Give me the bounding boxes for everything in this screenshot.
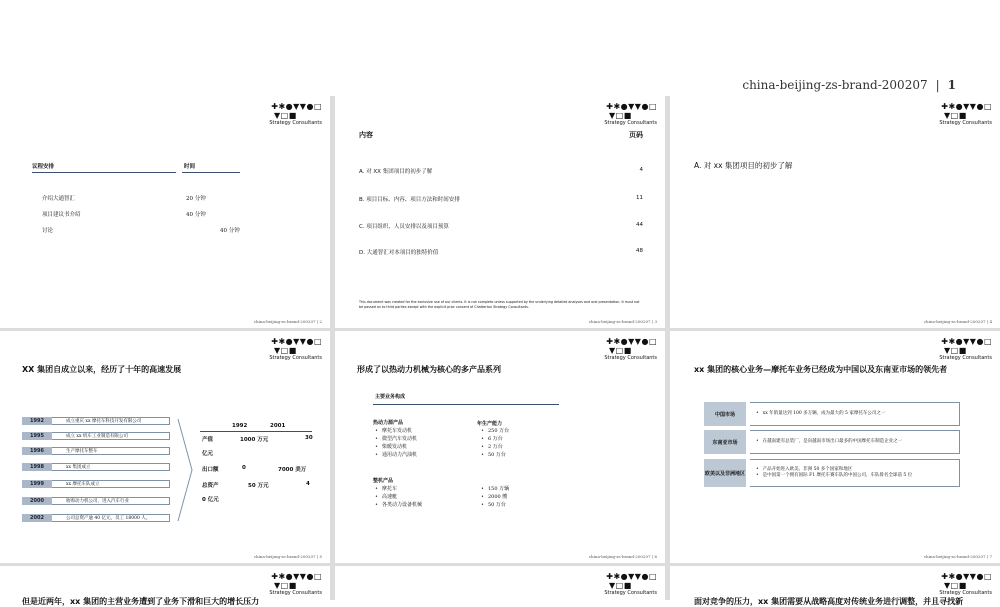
slide-timeline[interactable] [0, 331, 330, 563]
slide-footer: china-beijing-zs-brand-200207 | 3 [588, 319, 657, 324]
stats-label: 产值 [202, 437, 214, 443]
company-logo: ✚✱●▼▼●□ ▼□■ Strategy Consultants [269, 102, 322, 126]
stats-value: 7000 美万 [278, 467, 307, 473]
timeline-desc: 成立 xx 机车工业制造有限公司 [52, 432, 170, 440]
stats-value: 50 万元 [248, 483, 269, 489]
slide-markets[interactable] [670, 331, 1000, 563]
stats-value: 1000 万元 [240, 437, 269, 443]
product-list: • 摩托车发动机 • 微型汽车发动机 • 柴暖发动机 • 通用动力汽油机 [375, 427, 417, 459]
toc-item[interactable]: A. 对 XX 集团项目的初步了解 [359, 169, 433, 175]
company-logo: ✚✱●▼▼●□ ▼□■ Strategy Consultants [939, 572, 992, 596]
toc-page: 44 [636, 222, 643, 228]
stats-label: 总资产 [202, 483, 219, 489]
slide-blank[interactable] [335, 566, 665, 600]
timeline-desc: 收购动力机公司，进入汽车行业 [52, 497, 170, 505]
timeline-year: 1995 [22, 432, 52, 440]
product-col-header: 热动力源产品 [373, 420, 404, 426]
company-logo: ✚✱●▼▼●□ ▼□■ Strategy Consultants [939, 102, 992, 126]
timeline-desc: 公司总资产逾 40 亿元，员工 18000 人。 [52, 514, 170, 522]
market-text: • 产品开始进入欧美、非洲 50 多个国家和地区 • 是中国第一个拥有国际 F1 摩托车赛车队的中国公司，车队排名全球前 5 位 [750, 459, 960, 487]
time-col-header: 时间 [184, 164, 196, 170]
company-logo: ✚✱●▼▼●□ ▼□■ Strategy Consultants [269, 572, 322, 596]
timeline-year: 2002 [22, 514, 52, 522]
market-label: 欧美以及非洲地区 [704, 459, 746, 487]
slide-footer: china-beijing-zs-brand-200207 | 5 [253, 554, 322, 559]
slide-footer: china-beijing-zs-brand-200207 | 7 [923, 554, 992, 559]
capacity-list: • 150 万辆 • 2000 艘 • 50 万台 [481, 485, 509, 509]
group-title: 整机产品 [373, 478, 394, 484]
document-header [0, 0, 1000, 96]
agenda-item: 项目建议书介绍 [42, 212, 81, 218]
stats-label: 0 亿元 [202, 497, 219, 503]
section-heading: A. 对 xx 集团项目的初步了解 [694, 161, 793, 170]
slide-footer: china-beijing-zs-brand-200207 | 6 [588, 554, 657, 559]
slide-products[interactable] [335, 331, 665, 563]
slide-title: XX 集团自成立以来，经历了十年的高速发展 [22, 365, 182, 374]
slide-title: 但是近两年，xx 集团的主营业务遭到了业务下滑和巨大的增长压力 [22, 597, 260, 606]
company-logo: ✚✱●▼▼●□ ▼□■ Strategy Consultants [604, 102, 657, 126]
toc-item[interactable]: C. 项目组织、人员安排以及项目预算 [359, 224, 449, 230]
company-logo: ✚✱●▼▼●□ ▼□■ Strategy Consultants [604, 572, 657, 596]
stats-year: 2001 [270, 423, 286, 429]
disclaimer: be passed on to third parties except with the explicit prior consent of Chatterton Strategy Consultants. [359, 305, 529, 309]
agenda-time: 20 分钟 [186, 196, 206, 202]
stats-year: 1992 [232, 423, 248, 429]
stats-value: 0 [242, 465, 246, 471]
toc-page: 4 [639, 167, 643, 173]
doc-id: china-beijing-zs-brand-200207 [742, 78, 928, 92]
slide-footer: china-beijing-zs-brand-200207 | 2 [253, 319, 322, 324]
slide-grid [0, 96, 1000, 606]
slide-contents[interactable] [335, 96, 665, 328]
slide-title: 面对竞争的压力，xx 集团需要从战略高度对传统业务进行调整，并且寻找新 [694, 597, 964, 606]
slide-agenda[interactable] [0, 96, 330, 328]
stats-value: 4 [306, 481, 310, 487]
agenda-item: 介绍大通智汇 [42, 196, 76, 202]
timeline-desc: 生产摩托车整车 [52, 447, 170, 455]
product-list: • 摩托车 • 高速艇 • 各类动力设备机械 [375, 485, 422, 509]
slide-title: xx 集团的核心业务—摩托车业务已经成为中国以及东南亚市场的领先者 [694, 365, 948, 374]
bracket-arrow [176, 417, 196, 523]
toc-item[interactable]: B. 项目目标、内容、项目方法和时间安排 [359, 197, 460, 203]
timeline-year: 1998 [22, 463, 52, 471]
market-label: 中国市场 [704, 402, 746, 426]
company-logo: ✚✱●▼▼●□ ▼□■ Strategy Consultants [269, 337, 322, 361]
capacity-list: • 250 万台 • 6 万台 • 2 万台 • 50 万台 [481, 427, 509, 459]
market-text: • xx 年销量达到 100 多万辆，成为最大的 5 家摩托车公司之一 [750, 402, 960, 426]
timeline-year: 1992 [22, 417, 52, 425]
timeline-year: 1996 [22, 447, 52, 455]
header-page-number: 1 [947, 78, 956, 92]
stats-label: 出口额 [202, 467, 219, 473]
company-logo: ✚✱●▼▼●□ ▼□■ Strategy Consultants [604, 337, 657, 361]
slide-decline[interactable] [0, 566, 330, 606]
toc-page: 11 [636, 195, 643, 201]
contents-heading: 内容 [359, 131, 373, 139]
section-label: 主要业务构成 [375, 394, 406, 400]
slide-title: 形成了以热动力机械为核心的多产品系列 [357, 365, 501, 374]
toc-page: 48 [636, 248, 643, 254]
disclaimer: This document was created for the exclusive use of our clients. It is not complete unless supported by the underlying detailed analyses and oral presentation. It must not [359, 300, 640, 304]
market-label: 东南亚市场 [704, 430, 746, 454]
timeline-desc: 成立重庆 xx 摩托车科技开发有限公司 [52, 417, 170, 425]
timeline-year: 1999 [22, 480, 52, 488]
agenda-time: 40 分钟 [220, 228, 240, 234]
timeline-year: 2000 [22, 497, 52, 505]
agenda-col-header: 议程安排 [32, 164, 55, 170]
stats-label: 亿元 [202, 451, 214, 457]
agenda-item: 讨论 [42, 228, 54, 234]
stats-value: 30 [305, 435, 313, 441]
company-logo: ✚✱●▼▼●□ ▼□■ Strategy Consultants [939, 337, 992, 361]
capacity-col-header: 年生产能力 [477, 421, 503, 427]
slide-section-a[interactable] [670, 96, 1000, 328]
slide-footer: china-beijing-zs-brand-200207 | 4 [923, 319, 992, 324]
timeline-desc: xx 摩托车队成立 [52, 480, 170, 488]
page-heading: 页码 [629, 131, 643, 139]
timeline-desc: xx 集团成立 [52, 463, 170, 471]
agenda-time: 40 分钟 [186, 212, 206, 218]
toc-item[interactable]: D. 大通智汇对本项目的独特价值 [359, 250, 439, 256]
header-text: china-beijing-zs-brand-200207 | 1 [742, 78, 956, 92]
market-text: • 在越南建有总装厂，是向越南市场出口最多的中国摩托车制造企业之一 [750, 430, 960, 454]
slide-competition[interactable] [670, 566, 1000, 606]
